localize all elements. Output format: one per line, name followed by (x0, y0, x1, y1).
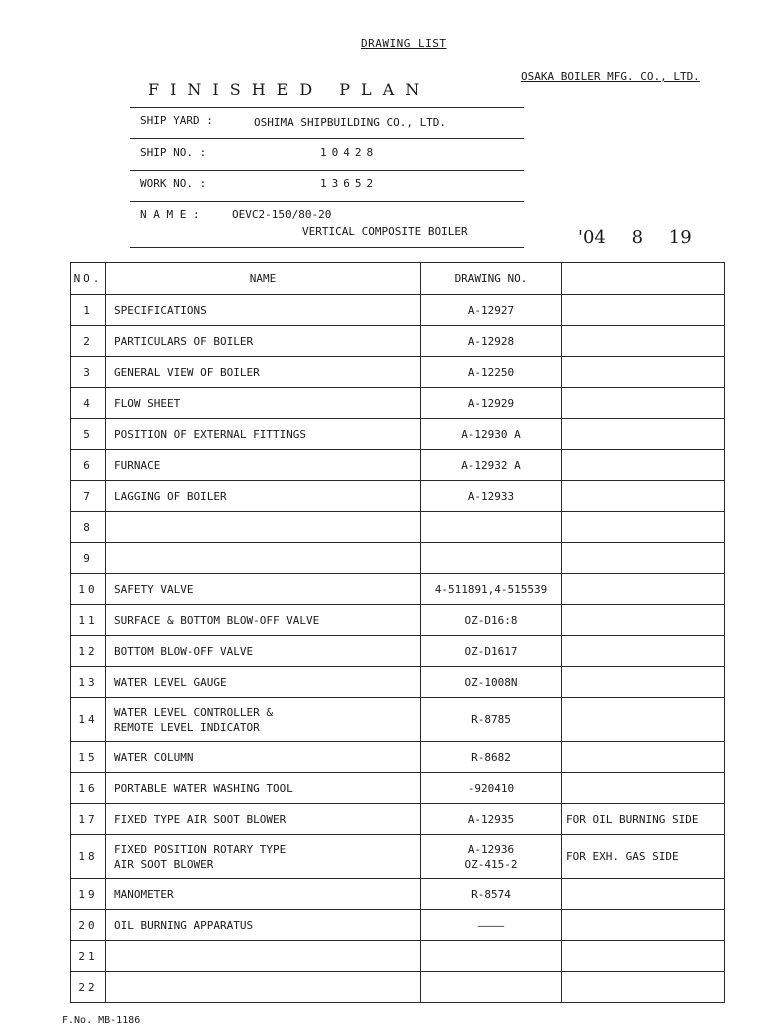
row-drawing-no (421, 574, 562, 605)
row-number: 8 (71, 512, 106, 543)
row-drawing-no (421, 450, 562, 481)
row-name (106, 388, 421, 419)
row-drawing-no (421, 357, 562, 388)
row-drawing-no-line: A-12933 (467, 489, 515, 503)
table-row (71, 636, 725, 667)
work-no-label: WORK NO. : (140, 177, 207, 190)
row-drawing-no-line: R-8574 (471, 887, 511, 901)
column-header-remarks (562, 263, 725, 295)
row-number: 20 (71, 910, 106, 941)
row-drawing-no (421, 835, 562, 879)
form-number: F.No. MB-1186 (62, 1015, 141, 1026)
row-number: 5 (71, 419, 106, 450)
row-name-line: BOTTOM BLOW-OFF VALVE (114, 644, 254, 658)
row-remark (562, 357, 725, 388)
row-drawing-no (421, 698, 562, 742)
ship-yard-value: OSHIMA SHIPBUILDING CO., LTD. (254, 116, 447, 129)
date-stamp: '04 8 19 (578, 227, 692, 248)
table-row (71, 879, 725, 910)
row-name (106, 636, 421, 667)
row-number: 19 (71, 879, 106, 910)
row-drawing-no (421, 667, 562, 698)
row-remark: FOR OIL BURNING SIDE (562, 804, 725, 835)
row-name (106, 605, 421, 636)
row-name-line: WATER LEVEL CONTROLLER & (114, 705, 273, 719)
row-remark: FOR EXH. GAS SIDE (562, 835, 725, 879)
table-row (71, 773, 725, 804)
row-drawing-no-line: A-12936 (467, 842, 515, 856)
row-remark (562, 295, 725, 326)
row-number: 21 (71, 941, 106, 972)
row-drawing-no-line: A-12930 A (461, 427, 521, 441)
plan-title: FINISHED PLAN (148, 80, 431, 99)
row-name (106, 667, 421, 698)
table-row (71, 972, 725, 1003)
row-remark (562, 742, 725, 773)
row-drawing-no-line: OZ-415-2 (464, 857, 518, 871)
row-name-line: SAFETY VALVE (114, 582, 194, 596)
row-drawing-no-line: -920410 (467, 781, 515, 795)
row-name (106, 419, 421, 450)
table-row (71, 388, 725, 419)
row-name-line: FURNACE (114, 458, 161, 472)
row-remark (562, 879, 725, 910)
row-remark (562, 910, 725, 941)
row-name (106, 941, 421, 972)
column-header-name: NAME (106, 263, 421, 295)
row-name (106, 481, 421, 512)
row-drawing-no-line: A-12932 A (461, 458, 521, 472)
row-drawing-no (421, 543, 562, 574)
row-drawing-no (421, 742, 562, 773)
row-drawing-no (421, 910, 562, 941)
ship-no-value: 10428 (320, 146, 379, 159)
row-remark (562, 941, 725, 972)
row-number: 3 (71, 357, 106, 388)
row-remark (562, 512, 725, 543)
table-row (71, 481, 725, 512)
row-name (106, 879, 421, 910)
row-remark (562, 667, 725, 698)
table-row (71, 543, 725, 574)
table-row (71, 295, 725, 326)
table-row (71, 512, 725, 543)
row-number: 17 (71, 804, 106, 835)
table-header-row (71, 263, 725, 295)
row-drawing-no-line: R-8682 (471, 750, 511, 764)
row-number: 16 (71, 773, 106, 804)
row-remark (562, 450, 725, 481)
row-name (106, 326, 421, 357)
row-drawing-no-line: OZ-D16:8 (464, 613, 518, 627)
row-number: 14 (71, 698, 106, 742)
row-name-line: POSITION OF EXTERNAL FITTINGS (114, 427, 307, 441)
row-number: 4 (71, 388, 106, 419)
row-remark (562, 326, 725, 357)
row-name (106, 574, 421, 605)
table-row (71, 835, 725, 879)
row-name-line: SURFACE & BOTTOM BLOW-OFF VALVE (114, 613, 320, 627)
row-number: 18 (71, 835, 106, 879)
row-drawing-no (421, 605, 562, 636)
row-name-line: SPECIFICATIONS (114, 303, 207, 317)
row-name-line: LAGGING OF BOILER (114, 489, 227, 503)
table-row (71, 910, 725, 941)
row-drawing-no (421, 941, 562, 972)
row-name-line: FIXED POSITION ROTARY TYPE (114, 842, 287, 856)
table-row (71, 574, 725, 605)
row-remark (562, 481, 725, 512)
row-number: 11 (71, 605, 106, 636)
model-name-value: OEVC2-150/80-20 (232, 208, 332, 221)
document-title: DRAWING LIST (361, 37, 447, 50)
column-header-drawing-no: DRAWING NO. (421, 263, 562, 295)
row-name-line: WATER COLUMN (114, 750, 194, 764)
row-name (106, 910, 421, 941)
row-remark (562, 773, 725, 804)
row-remark (562, 419, 725, 450)
row-number: 1 (71, 295, 106, 326)
row-number: 12 (71, 636, 106, 667)
row-drawing-no (421, 512, 562, 543)
row-drawing-no-line: A-12935 (467, 812, 515, 826)
row-number: 22 (71, 972, 106, 1003)
table-row (71, 357, 725, 388)
table-row (71, 742, 725, 773)
name-label: N A M E : (140, 208, 200, 221)
row-name (106, 804, 421, 835)
row-name-line: GENERAL VIEW OF BOILER (114, 365, 260, 379)
row-drawing-no (421, 773, 562, 804)
table-row (71, 450, 725, 481)
row-drawing-no-line: R-8785 (471, 713, 511, 726)
row-drawing-no (421, 636, 562, 667)
table-row (71, 804, 725, 835)
row-name (106, 835, 421, 879)
row-drawing-no-line: 4-511891,4-515539 (434, 582, 548, 596)
divider (130, 170, 524, 171)
ship-no-label: SHIP NO. : (140, 146, 207, 159)
row-name (106, 295, 421, 326)
row-drawing-no-line: A-12928 (467, 334, 515, 348)
drawing-list-table (70, 262, 725, 1003)
row-remark (562, 543, 725, 574)
row-drawing-no (421, 879, 562, 910)
row-drawing-no-line: OZ-1008N (464, 675, 518, 689)
row-drawing-no (421, 419, 562, 450)
table-row (71, 419, 725, 450)
row-name (106, 512, 421, 543)
divider (130, 247, 524, 248)
row-remark (562, 972, 725, 1003)
row-name (106, 357, 421, 388)
row-remark (562, 636, 725, 667)
row-name (106, 450, 421, 481)
row-name-line: FIXED TYPE AIR SOOT BLOWER (114, 812, 287, 826)
row-number: 10 (71, 574, 106, 605)
row-remark (562, 388, 725, 419)
row-drawing-no-line: A-12927 (467, 303, 515, 317)
row-number: 9 (71, 543, 106, 574)
table-row (71, 698, 725, 742)
row-remark (562, 574, 725, 605)
row-drawing-no (421, 972, 562, 1003)
row-name-line: REMOTE LEVEL INDICATOR (114, 720, 260, 734)
table-row (71, 667, 725, 698)
row-remark (562, 605, 725, 636)
row-drawing-no (421, 326, 562, 357)
column-header-no: NO. (71, 263, 106, 295)
table-row (71, 605, 725, 636)
row-drawing-no (421, 295, 562, 326)
row-name-line: WATER LEVEL GAUGE (114, 675, 227, 689)
row-drawing-no-line: OZ-D1617 (464, 644, 518, 658)
row-drawing-no-line: ———— (477, 918, 505, 932)
row-name (106, 543, 421, 574)
row-name-line: AIR SOOT BLOWER (114, 857, 214, 871)
row-remark (562, 698, 725, 742)
row-name-line: PARTICULARS OF BOILER (114, 334, 254, 348)
model-description-value: VERTICAL COMPOSITE BOILER (302, 225, 468, 238)
row-drawing-no (421, 481, 562, 512)
table-row (71, 326, 725, 357)
row-drawing-no (421, 388, 562, 419)
divider (130, 201, 524, 202)
row-drawing-no (421, 804, 562, 835)
work-no-value: 13652 (320, 177, 379, 190)
row-number: 13 (71, 667, 106, 698)
row-name (106, 698, 421, 742)
row-name (106, 742, 421, 773)
divider (130, 107, 524, 108)
divider (130, 138, 524, 139)
ship-yard-label: SHIP YARD : (140, 114, 213, 127)
row-name-line: PORTABLE WATER WASHING TOOL (114, 781, 293, 795)
company-name: OSAKA BOILER MFG. CO., LTD. (521, 70, 700, 83)
row-name-line: OIL BURNING APPARATUS (114, 918, 254, 932)
row-number: 7 (71, 481, 106, 512)
row-number: 6 (71, 450, 106, 481)
table-row (71, 941, 725, 972)
row-drawing-no-line: A-12929 (467, 396, 515, 410)
row-name (106, 773, 421, 804)
row-name (106, 972, 421, 1003)
row-number: 15 (71, 742, 106, 773)
row-name-line: FLOW SHEET (114, 396, 181, 410)
row-name-line: MANOMETER (114, 887, 174, 901)
row-number: 2 (71, 326, 106, 357)
row-drawing-no-line: A-12250 (467, 365, 515, 379)
